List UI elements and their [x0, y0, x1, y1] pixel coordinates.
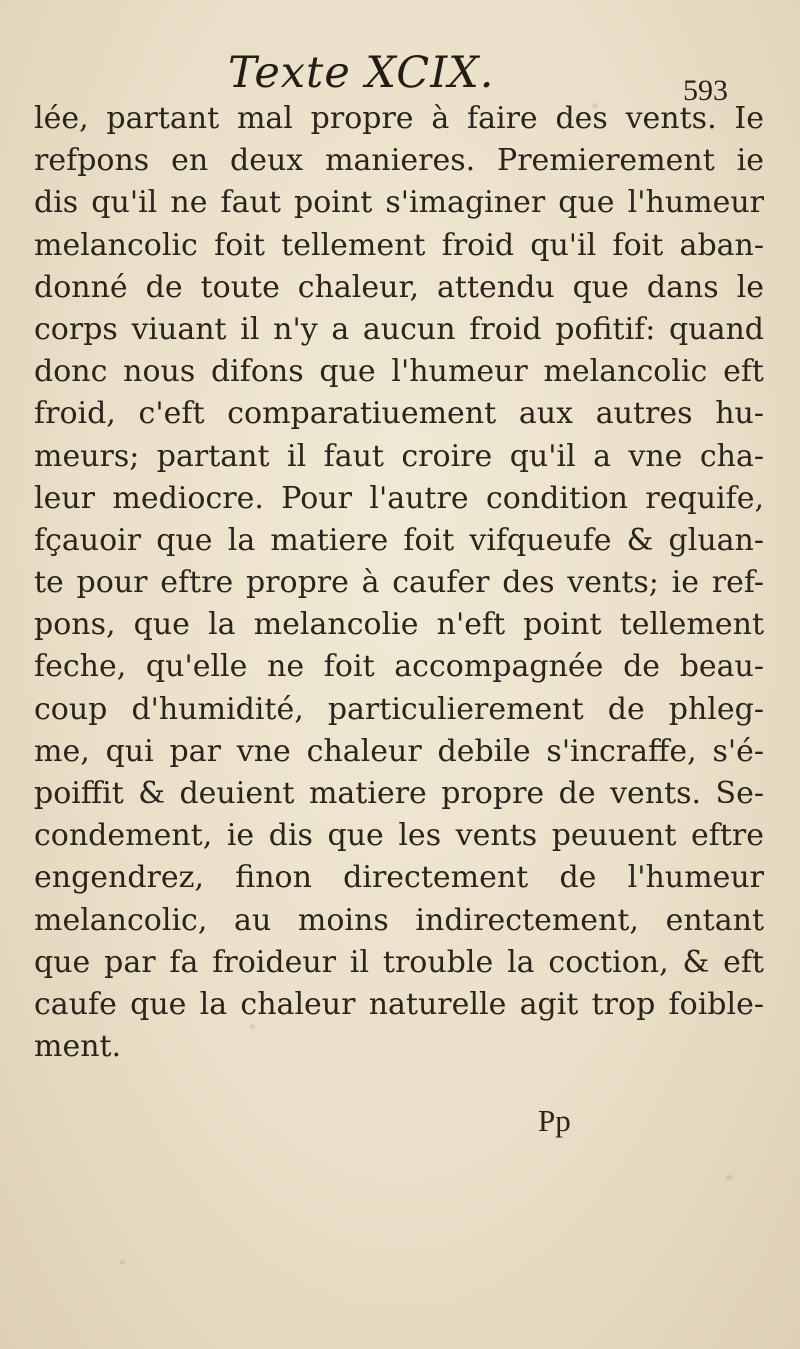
text-line: melancolic, au moins indirectement, entant	[34, 902, 764, 938]
paper-stain	[726, 1175, 733, 1180]
text-line: coup d'humidité, particulierement de phleg-	[34, 691, 764, 727]
text-line: lée, partant mal propre à faire des vents. Ie	[34, 101, 764, 136]
text-line: fçauoir que la matiere foit vifqueufe & gluan-	[34, 522, 764, 558]
text-line: te pour eftre propre à caufer des vents; ie ref-	[34, 565, 764, 601]
text-line: dis qu'il ne faut point s'imaginer que l'humeur	[34, 185, 764, 221]
text-line: leur mediocre. Pour l'autre condition requife,	[34, 480, 764, 516]
page-number: 593	[683, 74, 728, 107]
body-text	[34, 98, 764, 1068]
paper-stain	[120, 1260, 125, 1265]
text-line: corps viuant il n'y a aucun froid pofitif: quand	[34, 311, 764, 347]
text-line: meurs; partant il faut croire qu'il a vne cha-	[34, 438, 764, 474]
text-line: donné de toute chaleur, attendu que dans le	[34, 269, 764, 305]
text-line: donc nous difons que l'humeur melancolic eft	[34, 354, 764, 390]
running-head: Texte XCIX.	[228, 48, 495, 98]
text-line: pons, que la melancolie n'eft point tellement	[34, 607, 764, 643]
text-line: feche, qu'elle ne foit accompagnée de beau-	[34, 649, 764, 685]
text-line: que par fa froideur il trouble la coction, & eft	[34, 944, 764, 980]
text-line: condement, ie dis que les vents peuuent eftre	[34, 818, 764, 854]
text-line: engendrez, finon directement de l'humeur	[34, 860, 764, 896]
text-line: refpons en deux manieres. Premierement ie	[34, 143, 764, 179]
text-line: ment.	[34, 1029, 122, 1065]
text-line: melancolic foit tellement froid qu'il foit aban-	[34, 227, 764, 263]
catchword: Pp	[538, 1103, 571, 1138]
text-line: caufe que la chaleur naturelle agit trop foible-	[34, 986, 764, 1022]
text-line: froid, c'eft comparatiuement aux autres hu-	[34, 396, 764, 432]
text-line: me, qui par vne chaleur debile s'incraffe, s'é-	[34, 733, 764, 769]
text-line: poiffit & deuient matiere propre de vents. Se-	[34, 776, 764, 811]
